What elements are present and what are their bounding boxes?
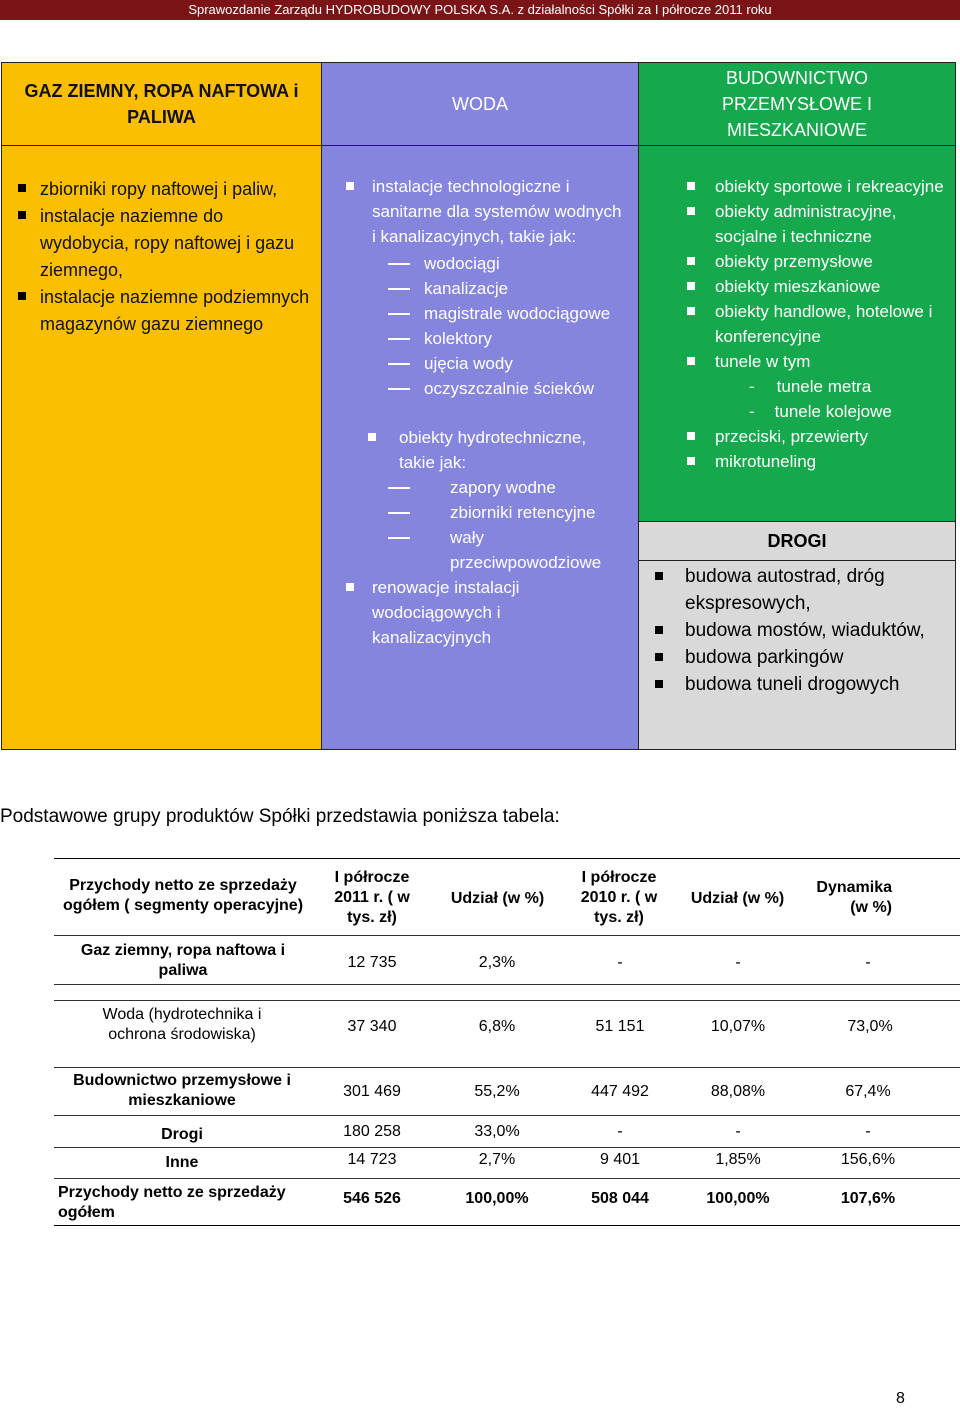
table-cell: - [617, 1123, 623, 1140]
table-row-label: Gaz ziemny, ropa naftowa i paliwa [80, 942, 286, 979]
bullet-icon [687, 282, 695, 290]
water-item-3: renowacje instalacji wodociągowych i kanalizacyjnych [372, 578, 520, 647]
table-rule [54, 1000, 960, 1001]
building-item-4: obiekty handlowe, hotelowe i konferencyjne [715, 302, 933, 346]
table-row-label: Drogi [161, 1126, 203, 1143]
table-cell: 107,6% [840, 1190, 896, 1207]
bullet-icon [346, 182, 354, 190]
gas-item-1: instalacje naziemne do wydobycia, ropy naftowej i gazu ziemnego, [40, 206, 295, 280]
list-item [338, 251, 624, 276]
table-cell: 51 151 [595, 1018, 645, 1035]
table-rule [54, 1067, 960, 1068]
table-cell: 37 340 [347, 1018, 397, 1035]
bullet-icon [687, 182, 695, 190]
gas-body [1, 145, 322, 750]
bullet-icon [18, 292, 26, 300]
table-row-label: Budownictwo przemysłowe i mieszkaniowe [73, 1072, 291, 1109]
dash-icon [388, 487, 410, 489]
list-item [679, 399, 945, 424]
building-item-3: obiekty mieszkaniowe [715, 277, 881, 296]
water-item-1: instalacje technologiczne i sanitarne dla systemów wodnych i kanalizacyjnych, takie jak: [372, 177, 622, 246]
table-cell: 10,07% [710, 1018, 766, 1035]
list-item [679, 449, 945, 474]
roads-item-0: budowa autostrad, dróg ekspresowych, [685, 566, 885, 614]
list-item [338, 575, 624, 650]
water-sublist-1 [338, 251, 624, 401]
table-cell: 55,2% [474, 1083, 520, 1100]
table-cell: 508 044 [591, 1190, 649, 1207]
gas-item-0: zbiorniki ropy naftowej i paliw, [40, 179, 278, 199]
table-cell: 156,6% [840, 1151, 896, 1168]
water-sub2-0: zapory wodne [450, 478, 556, 497]
table-cell: 12 735 [347, 954, 397, 971]
list-item [679, 199, 945, 249]
water-list [338, 174, 624, 249]
water-sub-3: kolektory [424, 329, 493, 348]
list-item [10, 176, 311, 203]
building-item-2: obiekty przemysłowe [715, 252, 873, 271]
list-item [647, 671, 949, 698]
bullet-icon [655, 680, 663, 688]
table-header-h1-2010: I półrocze 2010 r. ( w tys. zł) [580, 869, 658, 926]
list-item [647, 617, 949, 644]
tunnel-item-1: tunele kolejowe [774, 402, 892, 421]
bullet-icon [18, 211, 26, 219]
table-rule [54, 984, 960, 985]
water-sub-0: wodociągi [424, 254, 500, 273]
table-rule [54, 1115, 960, 1116]
roads-item-2: budowa parkingów [685, 647, 844, 668]
water-sub-4: ujęcia wody [424, 354, 513, 373]
water-title: WODA [452, 94, 508, 114]
table-rule [54, 935, 960, 936]
roads-header [638, 521, 956, 561]
list-item [338, 351, 624, 376]
table-cell: 100,00% [465, 1190, 529, 1207]
table-header-h1-2011: I półrocze 2011 r. ( w tys. zł) [334, 869, 410, 926]
list-item [338, 376, 624, 401]
table-header-share-2010: Udział (w %) [690, 890, 785, 907]
tunnel-item-0: tunele metra [776, 377, 872, 396]
table-cell: 9 401 [599, 1151, 641, 1168]
list-item [338, 500, 624, 525]
dash-icon [388, 388, 410, 390]
roads-item-3: budowa tuneli drogowych [685, 674, 900, 695]
table-cell: 180 258 [343, 1123, 401, 1140]
list-item [679, 174, 945, 199]
building-item-1: obiekty administracyjne, socjalne i techniczne [715, 202, 897, 246]
water-sub2-1: zbiorniki retencyjne [450, 503, 596, 522]
table-cell: 6,8% [478, 1018, 516, 1035]
list-item [338, 326, 624, 351]
table-rule [54, 858, 960, 859]
document-header: Sprawozdanie Zarządu HYDROBUDOWY POLSKA S.A. z działalności Spółki za I półrocze 2011 roku [0, 0, 960, 20]
list-item [338, 475, 624, 500]
table-cell: - [735, 954, 741, 971]
gas-list [10, 176, 311, 338]
building-body [638, 145, 956, 522]
water-sub-1: kanalizacje [424, 279, 509, 298]
list-item [679, 349, 945, 374]
building-item-5: tunele w tym [715, 352, 811, 371]
dash-icon [388, 313, 410, 315]
list-item [10, 284, 311, 338]
bullet-icon [687, 307, 695, 315]
bullet-icon [655, 653, 663, 661]
water-body [321, 145, 639, 750]
table-cell: 2,7% [478, 1151, 516, 1168]
table-row-label: Inne [165, 1154, 199, 1171]
bullet-icon [687, 432, 695, 440]
table-row-label: Woda (hydrotechnika i ochrona środowiska) [102, 1006, 262, 1043]
table-cell: 33,0% [474, 1123, 520, 1140]
table-intro: Podstawowe grupy produktów Spółki przedstawia poniższa tabela: [0, 806, 560, 827]
table-cell: 546 526 [343, 1190, 401, 1207]
dash-icon [388, 363, 410, 365]
water-sub-5: oczyszczalnie ścieków [424, 379, 595, 398]
list-item [338, 276, 624, 301]
table-cell: 447 492 [591, 1083, 649, 1100]
bullet-icon [346, 583, 354, 591]
table-cell: 67,4% [845, 1083, 891, 1100]
bullet-icon [368, 433, 376, 441]
table-cell: 2,3% [478, 954, 516, 971]
table-cell: - [735, 1123, 741, 1140]
table-header-dynamics: Dynamika (w %) [816, 879, 892, 916]
dash-icon: - [749, 402, 755, 421]
building-item-0: obiekty sportowe i rekreacyjne [715, 177, 944, 196]
table-row-label: Przychody netto ze sprzedaży ogółem [58, 1184, 286, 1221]
list-item [338, 174, 624, 249]
list-item [679, 424, 945, 449]
table-cell: 88,08% [710, 1083, 766, 1100]
bullet-icon [655, 572, 663, 580]
table-cell: 301 469 [343, 1083, 401, 1100]
table-rule [54, 1178, 960, 1179]
table-header-segment: Przychody netto ze sprzedaży ogółem ( segmenty operacyjne) [62, 877, 304, 914]
roads-body [638, 560, 956, 750]
water-sub-2: magistrale wodociągowe [424, 304, 611, 323]
list-item [647, 644, 949, 671]
list-item [679, 374, 945, 399]
table-cell: - [865, 954, 871, 971]
list-item [338, 301, 624, 326]
list-item [679, 249, 945, 274]
gas-item-2: instalacje naziemne podziemnych magazynów gazu ziemnego [40, 287, 310, 334]
bullet-icon [18, 184, 26, 192]
table-header-share-2011: Udział (w %) [450, 890, 545, 907]
building-header [638, 62, 956, 146]
dash-icon: - [749, 377, 755, 396]
dash-icon [388, 338, 410, 340]
building-item-7: mikrotuneling [715, 452, 817, 471]
page-number: 8 [896, 1390, 905, 1407]
roads-title: DROGI [767, 531, 827, 551]
table-cell: 14 723 [347, 1151, 397, 1168]
table-rule [54, 1147, 960, 1148]
list-item [679, 299, 945, 349]
bullet-icon [687, 457, 695, 465]
gas-title: GAZ ZIEMNY, ROPA NAFTOWA i PALIWA [24, 81, 299, 127]
water-header [321, 62, 639, 146]
list-item [10, 203, 311, 284]
table-cell: 100,00% [706, 1190, 770, 1207]
water-item-2: obiekty hydrotechniczne, takie jak: [399, 428, 587, 472]
list-item [647, 563, 949, 617]
gas-header [1, 62, 322, 146]
list-item [338, 425, 624, 475]
table-cell: 73,0% [847, 1018, 893, 1035]
table-cell: 1,85% [715, 1151, 761, 1168]
dash-icon [388, 537, 410, 539]
building-item-6: przeciski, przewierty [715, 427, 869, 446]
bullet-icon [687, 257, 695, 265]
list-item [338, 525, 624, 575]
table-cell: - [865, 1123, 871, 1140]
water-sub2-2: wały przeciwpowodziowe [450, 528, 602, 572]
dash-icon [388, 263, 410, 265]
building-title: BUDOWNICTWO PRZEMYSŁOWE I MIESZKANIOWE [721, 68, 873, 140]
water-item-2-block [338, 425, 624, 575]
dash-icon [388, 512, 410, 514]
table-cell: - [617, 954, 623, 971]
bullet-icon [687, 207, 695, 215]
bullet-icon [687, 357, 695, 365]
bullet-icon [655, 626, 663, 634]
list-item [679, 274, 945, 299]
dash-icon [388, 288, 410, 290]
roads-item-1: budowa mostów, wiaduktów, [685, 620, 925, 641]
table-rule [54, 1225, 960, 1226]
